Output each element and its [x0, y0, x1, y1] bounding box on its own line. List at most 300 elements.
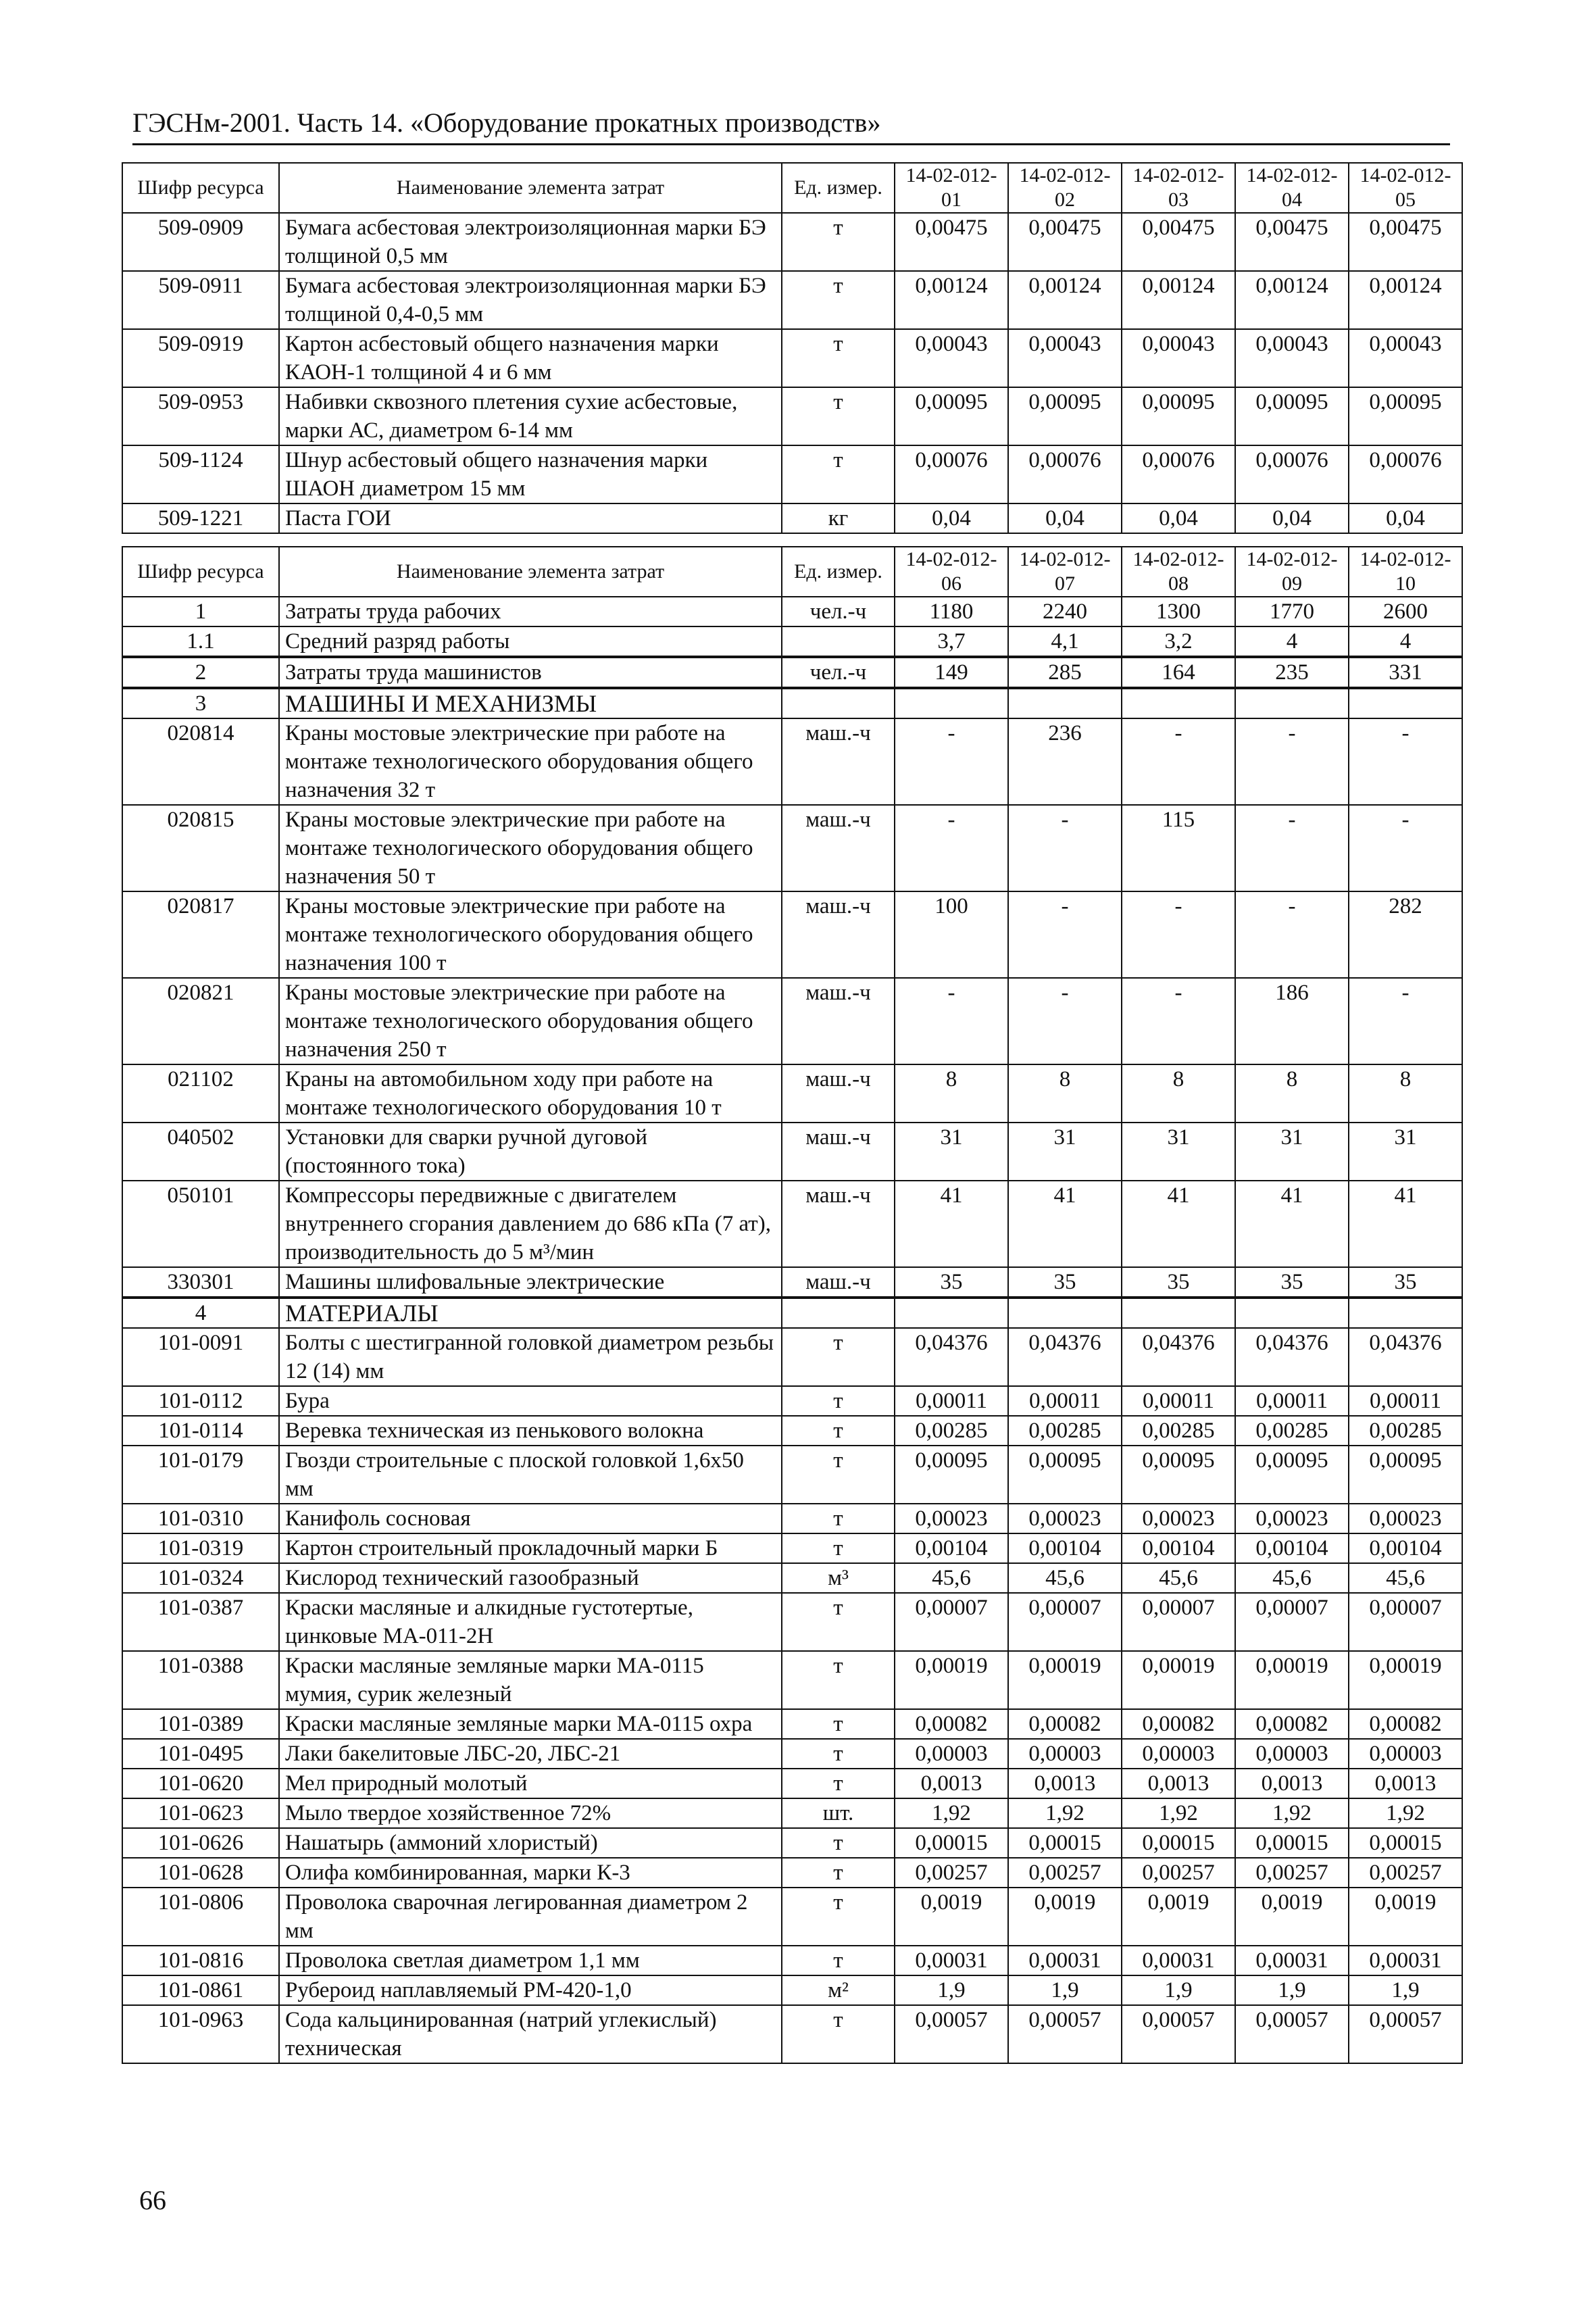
value-cell: 0,04	[895, 503, 1008, 533]
value-cell: 0,00015	[1008, 1828, 1122, 1858]
table-row	[122, 1769, 1462, 1798]
unit-cell: шт.	[782, 1798, 895, 1828]
column-header: 14-02-012-02	[1008, 163, 1122, 213]
value-cell: 0,00095	[1349, 387, 1462, 445]
value-cell: -	[1008, 891, 1122, 978]
resource-name-cell: Шнур асбестовый общего назначения марки ШАОН диаметром 15 мм	[279, 445, 782, 503]
value-cell	[1122, 1298, 1235, 1328]
value-cell: 0,04376	[1235, 1328, 1349, 1386]
value-cell: 0,00082	[895, 1709, 1008, 1739]
value-cell: 0,0019	[1235, 1888, 1349, 1946]
value-cell: 41	[1349, 1181, 1462, 1267]
value-cell: 0,00031	[1008, 1946, 1122, 1975]
value-cell: 0,00124	[1008, 271, 1122, 329]
resource-code-cell: 509-1124	[122, 445, 279, 503]
value-cell: 0,00003	[1008, 1739, 1122, 1769]
unit-cell: маш.-ч	[782, 1064, 895, 1123]
resource-name-cell: МАШИНЫ И МЕХАНИЗМЫ	[279, 688, 782, 718]
unit-cell: маш.-ч	[782, 805, 895, 891]
value-cell: 285	[1008, 657, 1122, 688]
value-cell: 186	[1235, 978, 1349, 1064]
value-cell: 0,00285	[1008, 1416, 1122, 1446]
resource-code-cell: 509-1221	[122, 503, 279, 533]
resource-name-cell: Мыло твердое хозяйственное 72%	[279, 1798, 782, 1828]
table-row	[122, 387, 1462, 445]
value-cell: -	[1122, 718, 1235, 805]
table-row	[122, 329, 1462, 387]
value-cell: 0,00124	[895, 271, 1008, 329]
value-cell: 0,00076	[895, 445, 1008, 503]
value-cell: 0,00043	[1008, 329, 1122, 387]
resource-name-cell: Бура	[279, 1386, 782, 1416]
value-cell: 0,00023	[895, 1504, 1008, 1533]
resource-name-cell: Краны мостовые электрические при работе на монтаже технологического оборудования общего назначения 50 т	[279, 805, 782, 891]
table-row	[122, 2005, 1462, 2063]
value-cell: 1,92	[1008, 1798, 1122, 1828]
table-row	[122, 1504, 1462, 1533]
resource-code-cell: 101-0389	[122, 1709, 279, 1739]
value-cell: 31	[1122, 1123, 1235, 1181]
value-cell: 0,00015	[1122, 1828, 1235, 1858]
resource-code-cell: 050101	[122, 1181, 279, 1267]
value-cell: 1,92	[1349, 1798, 1462, 1828]
unit-cell: т	[782, 271, 895, 329]
value-cell: 0,00031	[1349, 1946, 1462, 1975]
resource-code-cell: 101-0816	[122, 1946, 279, 1975]
value-cell: 4,1	[1008, 626, 1122, 657]
value-cell: 0,00023	[1008, 1504, 1122, 1533]
table-row	[122, 271, 1462, 329]
resource-code-cell: 101-0626	[122, 1828, 279, 1858]
resource-code-cell: 1.1	[122, 626, 279, 657]
value-cell: 1300	[1122, 597, 1235, 626]
value-cell: 0,00043	[1122, 329, 1235, 387]
value-cell: 0,00082	[1349, 1709, 1462, 1739]
value-cell: 31	[895, 1123, 1008, 1181]
page-number: 66	[139, 2185, 166, 2215]
value-cell: 1180	[895, 597, 1008, 626]
table-row	[122, 978, 1462, 1064]
resource-name-cell: Мел природный молотый	[279, 1769, 782, 1798]
value-cell: 0,00124	[1349, 271, 1462, 329]
value-cell: 0,00257	[1235, 1858, 1349, 1888]
value-cell: 0,00257	[895, 1858, 1008, 1888]
resource-name-cell: Веревка техническая из пенькового волокна	[279, 1416, 782, 1446]
table-row	[122, 1828, 1462, 1858]
value-cell: 45,6	[1235, 1563, 1349, 1593]
value-cell: 0,00007	[1235, 1593, 1349, 1651]
value-cell: 0,00057	[895, 2005, 1008, 2063]
value-cell: 0,00257	[1122, 1858, 1235, 1888]
column-header: Шифр ресурса	[122, 547, 279, 597]
value-cell: 0,00031	[895, 1946, 1008, 1975]
value-cell: 0,00015	[1349, 1828, 1462, 1858]
value-cell: -	[1349, 718, 1462, 805]
value-cell: 45,6	[895, 1563, 1008, 1593]
value-cell: 0,04376	[1008, 1328, 1122, 1386]
resource-code-cell: 020814	[122, 718, 279, 805]
value-cell	[895, 1298, 1008, 1328]
table-row	[122, 445, 1462, 503]
value-cell: 0,0013	[1235, 1769, 1349, 1798]
table-row	[122, 1328, 1462, 1386]
value-cell: 0,0013	[1349, 1769, 1462, 1798]
unit-cell: т	[782, 1739, 895, 1769]
value-cell: 0,00023	[1235, 1504, 1349, 1533]
value-cell: 0,00007	[895, 1593, 1008, 1651]
table-row	[122, 1946, 1462, 1975]
resource-table-2	[122, 546, 1463, 2064]
value-cell: 0,00003	[895, 1739, 1008, 1769]
resource-code-cell: 101-0310	[122, 1504, 279, 1533]
value-cell: 0,00057	[1349, 2005, 1462, 2063]
value-cell: 0,00082	[1122, 1709, 1235, 1739]
value-cell: 8	[1122, 1064, 1235, 1123]
resource-code-cell: 509-0911	[122, 271, 279, 329]
unit-cell: чел.-ч	[782, 657, 895, 688]
unit-cell: т	[782, 1593, 895, 1651]
value-cell: 0,00104	[1235, 1533, 1349, 1563]
unit-cell: т	[782, 1651, 895, 1709]
value-cell	[1122, 688, 1235, 718]
value-cell: 0,00095	[1122, 387, 1235, 445]
value-cell: 0,00104	[895, 1533, 1008, 1563]
value-cell: 31	[1235, 1123, 1349, 1181]
value-cell: 0,04	[1122, 503, 1235, 533]
value-cell: 0,00003	[1349, 1739, 1462, 1769]
resource-name-cell: Краны на автомобильном ходу при работе на монтаже технологического оборудования 10 т	[279, 1064, 782, 1123]
value-cell: 0,00475	[895, 213, 1008, 271]
table-row	[122, 597, 1462, 626]
resource-code-cell: 040502	[122, 1123, 279, 1181]
value-cell	[1235, 688, 1349, 718]
value-cell	[1349, 1298, 1462, 1328]
value-cell: 8	[1008, 1064, 1122, 1123]
value-cell: 0,04376	[1349, 1328, 1462, 1386]
value-cell: 3,7	[895, 626, 1008, 657]
resource-code-cell: 101-0861	[122, 1975, 279, 2005]
table-header-row	[122, 163, 1462, 213]
value-cell: 0,00019	[895, 1651, 1008, 1709]
unit-cell: т	[782, 1858, 895, 1888]
value-cell	[1235, 1298, 1349, 1328]
value-cell: 8	[895, 1064, 1008, 1123]
resource-code-cell: 330301	[122, 1267, 279, 1298]
value-cell: 0,00031	[1235, 1946, 1349, 1975]
resource-name-cell: Краны мостовые электрические при работе на монтаже технологического оборудования общего назначения 250 т	[279, 978, 782, 1064]
table-row	[122, 213, 1462, 271]
resource-name-cell: Рубероид наплавляемый РМ-420-1,0	[279, 1975, 782, 2005]
column-header: Ед. измер.	[782, 547, 895, 597]
resource-name-cell: Затраты труда рабочих	[279, 597, 782, 626]
resource-name-cell: Набивки сквозного плетения сухие асбестовые, марки АС, диаметром 6-14 мм	[279, 387, 782, 445]
unit-cell	[782, 1298, 895, 1328]
value-cell: 0,00076	[1122, 445, 1235, 503]
unit-cell: т	[782, 1533, 895, 1563]
unit-cell: т	[782, 1769, 895, 1798]
value-cell	[1008, 688, 1122, 718]
value-cell: 0,00095	[1122, 1446, 1235, 1504]
value-cell: 0,00015	[895, 1828, 1008, 1858]
value-cell: 0,00124	[1235, 271, 1349, 329]
value-cell: 0,00475	[1008, 213, 1122, 271]
value-cell: 0,00076	[1008, 445, 1122, 503]
value-cell: 0,00003	[1235, 1739, 1349, 1769]
column-header: 14-02-012-05	[1349, 163, 1462, 213]
resource-code-cell: 101-0623	[122, 1798, 279, 1828]
value-cell: 0,0013	[895, 1769, 1008, 1798]
value-cell: 0,00076	[1349, 445, 1462, 503]
value-cell: 8	[1235, 1064, 1349, 1123]
value-cell: 0,00104	[1008, 1533, 1122, 1563]
table-row	[122, 1416, 1462, 1446]
value-cell: 0,00082	[1235, 1709, 1349, 1739]
unit-cell: маш.-ч	[782, 718, 895, 805]
value-cell: 0,00007	[1122, 1593, 1235, 1651]
value-cell: 0,00007	[1349, 1593, 1462, 1651]
resource-name-cell: Гвозди строительные с плоской головкой 1,6x50 мм	[279, 1446, 782, 1504]
unit-cell: т	[782, 1416, 895, 1446]
resource-name-cell: Краски масляные земляные марки МА-0115 мумия, сурик железный	[279, 1651, 782, 1709]
column-header: Наименование элемента затрат	[279, 163, 782, 213]
value-cell: 149	[895, 657, 1008, 688]
resource-code-cell: 101-0620	[122, 1769, 279, 1798]
value-cell: 0,00095	[1008, 387, 1122, 445]
value-cell: 0,00095	[1008, 1446, 1122, 1504]
resource-name-cell: Машины шлифовальные электрические	[279, 1267, 782, 1298]
resource-table-1	[122, 162, 1463, 534]
value-cell: 1,92	[1235, 1798, 1349, 1828]
column-header: 14-02-012-04	[1235, 163, 1349, 213]
value-cell: 41	[1122, 1181, 1235, 1267]
resource-name-cell: Кислород технический газообразный	[279, 1563, 782, 1593]
value-cell: 0,00257	[1008, 1858, 1122, 1888]
unit-cell: т	[782, 1504, 895, 1533]
resource-code-cell: 509-0909	[122, 213, 279, 271]
resource-code-cell: 101-0114	[122, 1416, 279, 1446]
value-cell: 0,00011	[1122, 1386, 1235, 1416]
unit-cell: кг	[782, 503, 895, 533]
resource-code-cell: 020821	[122, 978, 279, 1064]
table-row	[122, 1858, 1462, 1888]
value-cell: 8	[1349, 1064, 1462, 1123]
value-cell: 0,0019	[1122, 1888, 1235, 1946]
value-cell: 0,00015	[1235, 1828, 1349, 1858]
unit-cell: т	[782, 213, 895, 271]
unit-cell: чел.-ч	[782, 597, 895, 626]
unit-cell: маш.-ч	[782, 978, 895, 1064]
resource-name-cell: Компрессоры передвижные с двигателем внутреннего сгорания давлением до 686 кПа (7 ат), производительность до 5 м³/мин	[279, 1181, 782, 1267]
value-cell: 0,00019	[1008, 1651, 1122, 1709]
resource-code-cell: 101-0806	[122, 1888, 279, 1946]
value-cell: -	[1122, 891, 1235, 978]
value-cell: 0,0019	[1349, 1888, 1462, 1946]
resource-name-cell: Проволока светлая диаметром 1,1 мм	[279, 1946, 782, 1975]
value-cell: 0,00095	[1235, 1446, 1349, 1504]
value-cell: 4	[1235, 626, 1349, 657]
value-cell: -	[1008, 805, 1122, 891]
value-cell: 2600	[1349, 597, 1462, 626]
value-cell: 41	[1235, 1181, 1349, 1267]
value-cell: 0,00095	[1235, 387, 1349, 445]
unit-cell: т	[782, 1946, 895, 1975]
value-cell: 0,00082	[1008, 1709, 1122, 1739]
column-header: 14-02-012-08	[1122, 547, 1235, 597]
value-cell: 0,00023	[1122, 1504, 1235, 1533]
resource-name-cell: Установки для сварки ручной дуговой (постоянного тока)	[279, 1123, 782, 1181]
value-cell: 1,9	[1349, 1975, 1462, 2005]
value-cell: 0,04	[1235, 503, 1349, 533]
value-cell: 0,00285	[1122, 1416, 1235, 1446]
table-row	[122, 1386, 1462, 1416]
table-row	[122, 1267, 1462, 1298]
value-cell: -	[895, 718, 1008, 805]
value-cell: -	[1235, 891, 1349, 978]
value-cell: 0,0013	[1122, 1769, 1235, 1798]
value-cell: 1,92	[895, 1798, 1008, 1828]
unit-cell: т	[782, 329, 895, 387]
resource-code-cell: 020815	[122, 805, 279, 891]
value-cell: 0,00003	[1122, 1739, 1235, 1769]
table-row	[122, 1739, 1462, 1769]
value-cell: 0,00095	[1349, 1446, 1462, 1504]
unit-cell: т	[782, 1709, 895, 1739]
value-cell: 31	[1008, 1123, 1122, 1181]
value-cell: 0,0019	[1008, 1888, 1122, 1946]
value-cell: -	[1122, 978, 1235, 1064]
value-cell: -	[1008, 978, 1122, 1064]
resource-code-cell: 3	[122, 688, 279, 718]
value-cell: 100	[895, 891, 1008, 978]
resource-code-cell: 101-0091	[122, 1328, 279, 1386]
value-cell: 0,00043	[1349, 329, 1462, 387]
value-cell	[1008, 1298, 1122, 1328]
resource-name-cell: Краски масляные земляные марки МА-0115 охра	[279, 1709, 782, 1739]
resource-name-cell: Болты с шестигранной головкой диаметром резьбы 12 (14) мм	[279, 1328, 782, 1386]
value-cell: 164	[1122, 657, 1235, 688]
value-cell: 0,00023	[1349, 1504, 1462, 1533]
value-cell: 0,00475	[1235, 213, 1349, 271]
value-cell: 2240	[1008, 597, 1122, 626]
unit-cell: т	[782, 1888, 895, 1946]
value-cell: 35	[1349, 1267, 1462, 1298]
value-cell: 1,9	[1235, 1975, 1349, 2005]
value-cell: 0,00019	[1349, 1651, 1462, 1709]
value-cell: 3,2	[1122, 626, 1235, 657]
column-header: 14-02-012-01	[895, 163, 1008, 213]
table-row	[122, 1888, 1462, 1946]
resource-name-cell: Средний разряд работы	[279, 626, 782, 657]
resource-code-cell: 101-0112	[122, 1386, 279, 1416]
document-header: ГЭСНм-2001. Часть 14. «Оборудование прокатных производств»	[132, 107, 1450, 145]
value-cell: 1,9	[895, 1975, 1008, 2005]
table-row	[122, 503, 1462, 533]
resource-name-cell: Нашатырь (аммоний хлористый)	[279, 1828, 782, 1858]
value-cell: 0,00095	[895, 1446, 1008, 1504]
resource-name-cell: Затраты труда машинистов	[279, 657, 782, 688]
resource-name-cell: Олифа комбинированная, марки К-3	[279, 1858, 782, 1888]
unit-cell: т	[782, 1386, 895, 1416]
value-cell: 0,00007	[1008, 1593, 1122, 1651]
value-cell: 41	[895, 1181, 1008, 1267]
value-cell: 1770	[1235, 597, 1349, 626]
value-cell: 0,00011	[895, 1386, 1008, 1416]
value-cell: 0,00104	[1122, 1533, 1235, 1563]
value-cell: 0,00475	[1122, 213, 1235, 271]
table-row	[122, 1181, 1462, 1267]
value-cell: -	[1235, 718, 1349, 805]
resource-code-cell: 1	[122, 597, 279, 626]
value-cell: 31	[1349, 1123, 1462, 1181]
resource-name-cell: Лаки бакелитовые ЛБС-20, ЛБС-21	[279, 1739, 782, 1769]
value-cell: 0,00043	[1235, 329, 1349, 387]
resource-name-cell: Сода кальцинированная (натрий углекислый) техническая	[279, 2005, 782, 2063]
value-cell: 0,04376	[895, 1328, 1008, 1386]
column-header: 14-02-012-06	[895, 547, 1008, 597]
value-cell: 0,00285	[895, 1416, 1008, 1446]
resource-code-cell: 101-0628	[122, 1858, 279, 1888]
value-cell: 0,00019	[1122, 1651, 1235, 1709]
value-cell: 0,00043	[895, 329, 1008, 387]
unit-cell: т	[782, 1828, 895, 1858]
resource-code-cell: 101-0319	[122, 1533, 279, 1563]
unit-cell: т	[782, 445, 895, 503]
unit-cell: т	[782, 1446, 895, 1504]
resource-code-cell: 4	[122, 1298, 279, 1328]
table-row	[122, 1709, 1462, 1739]
resource-code-cell: 101-0387	[122, 1593, 279, 1651]
column-header: 14-02-012-10	[1349, 547, 1462, 597]
unit-cell: т	[782, 1328, 895, 1386]
value-cell: 115	[1122, 805, 1235, 891]
table-row	[122, 1064, 1462, 1123]
resource-name-cell: Проволока сварочная легированная диаметром 2 мм	[279, 1888, 782, 1946]
resource-code-cell: 101-0495	[122, 1739, 279, 1769]
section-row	[122, 688, 1462, 718]
value-cell: 0,00104	[1349, 1533, 1462, 1563]
unit-cell: маш.-ч	[782, 1181, 895, 1267]
column-header: 14-02-012-07	[1008, 547, 1122, 597]
value-cell: 45,6	[1349, 1563, 1462, 1593]
value-cell: 1,92	[1122, 1798, 1235, 1828]
value-cell: 1,9	[1008, 1975, 1122, 2005]
value-cell: 282	[1349, 891, 1462, 978]
column-header: Шифр ресурса	[122, 163, 279, 213]
value-cell	[1349, 688, 1462, 718]
value-cell: 0,00095	[895, 387, 1008, 445]
resource-code-cell: 020817	[122, 891, 279, 978]
resource-name-cell: Краны мостовые электрические при работе на монтаже технологического оборудования общего назначения 100 т	[279, 891, 782, 978]
value-cell: -	[895, 978, 1008, 1064]
resource-code-cell: 2	[122, 657, 279, 688]
value-cell: 0,00011	[1235, 1386, 1349, 1416]
column-header: Наименование элемента затрат	[279, 547, 782, 597]
resource-name-cell: Бумага асбестовая электроизоляционная марки БЭ толщиной 0,4-0,5 мм	[279, 271, 782, 329]
value-cell: 236	[1008, 718, 1122, 805]
value-cell: 1,9	[1122, 1975, 1235, 2005]
table-row	[122, 1446, 1462, 1504]
table-row	[122, 1975, 1462, 2005]
table-row	[122, 657, 1462, 688]
resource-name-cell: Картон строительный прокладочный марки Б	[279, 1533, 782, 1563]
value-cell: -	[1235, 805, 1349, 891]
value-cell: -	[1349, 805, 1462, 891]
table-row	[122, 1593, 1462, 1651]
value-cell: 235	[1235, 657, 1349, 688]
unit-cell: маш.-ч	[782, 1123, 895, 1181]
value-cell: 0,00057	[1235, 2005, 1349, 2063]
resource-name-cell: Краски масляные и алкидные густотертые, цинковые МА-011-2Н	[279, 1593, 782, 1651]
